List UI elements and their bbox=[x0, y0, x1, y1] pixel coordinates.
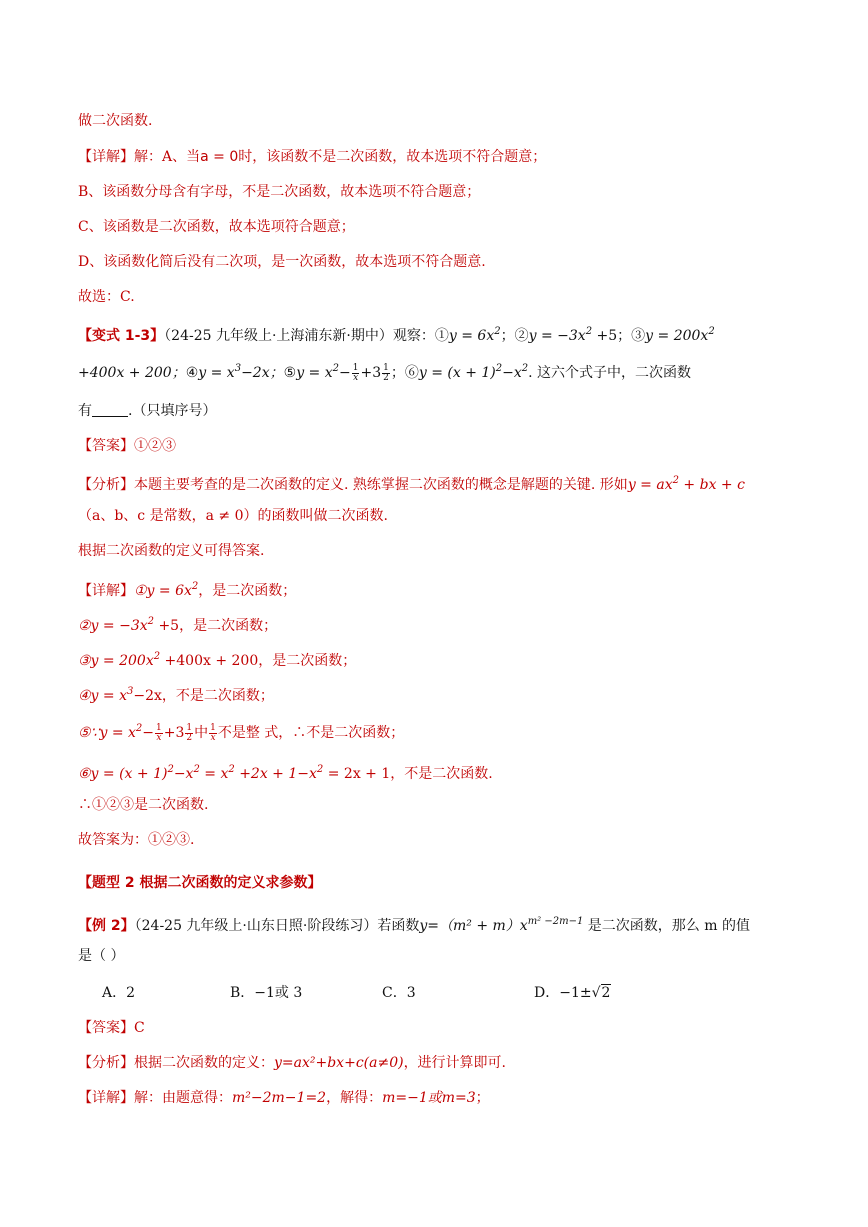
math-expression: y = 200x bbox=[645, 328, 709, 344]
detail-line bbox=[78, 647, 356, 671]
fraction: $\frac{1}{2}$ bbox=[186, 722, 193, 743]
variant-tag: 【变式 1-3】 bbox=[78, 328, 165, 344]
math-expression: a = 0 bbox=[200, 149, 239, 165]
option-b[interactable]: B．−1或 3 bbox=[230, 985, 303, 1001]
text-line bbox=[78, 217, 355, 237]
superscript: 2 bbox=[193, 764, 200, 775]
math-expression: y = x bbox=[296, 365, 333, 381]
text-line bbox=[78, 182, 480, 202]
text-fragment: C、该函数是二次函数，故本选项符合题意； bbox=[78, 219, 355, 235]
answer-value: C bbox=[134, 1020, 145, 1036]
item-label: ⑤ bbox=[283, 365, 297, 381]
text-fragment: 根据二次函数的定义可得答案. bbox=[78, 543, 265, 559]
text-fragment: − bbox=[339, 365, 351, 381]
text-fragment: − bbox=[142, 725, 155, 741]
math-expression: y = ax bbox=[627, 477, 673, 493]
math-expression: + bx + c bbox=[678, 477, 745, 493]
text-fragment: 解：由题意得： bbox=[134, 1090, 232, 1106]
math-expression: m=−1或m=3 bbox=[382, 1090, 476, 1106]
math-expression: y= bbox=[419, 918, 439, 934]
text-fragment: +400x + 200，是二次函数； bbox=[160, 653, 357, 669]
text-fragment: （a、b、c 是常数，a ≠ 0）的函数叫做二次函数. bbox=[78, 508, 388, 524]
math-expression: m²−2m−1=2 bbox=[232, 1090, 327, 1106]
superscript: 2 bbox=[316, 764, 324, 775]
analysis-line bbox=[78, 1053, 506, 1073]
superscript: 3 bbox=[127, 686, 134, 697]
analysis-tag: 【分析】 bbox=[78, 477, 134, 493]
math-expression: −x bbox=[173, 766, 194, 782]
option-a[interactable]: A．2 bbox=[102, 985, 136, 1001]
analysis-line bbox=[78, 471, 745, 495]
variant-line bbox=[78, 401, 216, 421]
text-line bbox=[78, 506, 388, 526]
superscript: m² −2m−1 bbox=[527, 916, 584, 927]
math-expression: y = x bbox=[198, 365, 235, 381]
variant-line: +400x + 200；④y = $x^3-2x$；⑤y = $x^2-$ $\frac{1}{x}$ +3 $\frac{1}{2}$ ；⑥y = $(x + 1)^2-x^2$. 这六个式子中，二次函数 bbox=[78, 362, 692, 383]
math-expression: +400x + 200； bbox=[78, 365, 186, 381]
superscript: 2 bbox=[521, 363, 529, 374]
answer-blank[interactable] bbox=[92, 402, 128, 417]
text-line bbox=[78, 287, 135, 307]
superscript: 2 bbox=[228, 764, 235, 775]
text-line bbox=[78, 252, 486, 272]
text-fragment: 不是整 式，∴不是二次函数； bbox=[217, 725, 405, 741]
text-fragment: ，进行计算即可. bbox=[403, 1055, 507, 1071]
superscript: 2 bbox=[191, 581, 199, 592]
superscript: 2 bbox=[153, 651, 161, 662]
text-fragment: 故选：C. bbox=[78, 289, 135, 305]
fraction: $\frac{1}{x}$ bbox=[156, 722, 162, 743]
text-fragment: D、该函数化简后没有二次项，是一次函数，故本选项不符合题意. bbox=[78, 254, 486, 270]
text-fragment: . 这六个式子中，二次函数 bbox=[528, 365, 692, 381]
detail-tag: 【详解】 bbox=[78, 1090, 134, 1106]
superscript: 2 bbox=[135, 723, 143, 734]
text-fragment: ，是二次函数； bbox=[198, 583, 297, 599]
detail-line bbox=[78, 760, 493, 784]
superscript: 2 bbox=[332, 363, 339, 374]
math-expression: y = 6x bbox=[448, 328, 495, 344]
text-fragment: +5，是二次函数； bbox=[154, 618, 278, 634]
fraction: $\frac{1}{x}$ bbox=[352, 362, 359, 383]
math-expression: ④y = x bbox=[78, 688, 127, 704]
analysis-tag: 【分析】 bbox=[78, 1055, 134, 1071]
detail-tag: 【详解】 bbox=[78, 149, 134, 165]
example-line bbox=[78, 912, 750, 936]
math-expression: = x bbox=[199, 766, 229, 782]
answer-tag: 【答案】 bbox=[78, 438, 134, 454]
answer-value: ①②③ bbox=[134, 438, 176, 454]
section-heading bbox=[78, 873, 322, 893]
detail-line bbox=[78, 830, 194, 850]
text-line bbox=[78, 111, 152, 131]
math-expression: ①y = 6x bbox=[134, 583, 192, 599]
answer-line bbox=[78, 1018, 145, 1038]
fraction: $\frac{1}{x}$ bbox=[210, 722, 216, 743]
text-fragment: ； bbox=[475, 1090, 490, 1106]
superscript: 2 bbox=[495, 363, 503, 374]
detail-line bbox=[78, 612, 277, 636]
item-label: ② bbox=[514, 328, 529, 344]
math-expression: x bbox=[519, 918, 528, 934]
text-line bbox=[78, 541, 264, 561]
text-fragment: −2x，不是二次函数； bbox=[133, 688, 274, 704]
text-fragment: 根据二次函数的定义： bbox=[134, 1055, 274, 1071]
math-expression: +2x + 1−x bbox=[234, 766, 317, 782]
superscript: 2 bbox=[147, 616, 154, 627]
math-expression: −2x； bbox=[241, 365, 284, 381]
sqrt-radicand: 2 bbox=[601, 985, 611, 1001]
superscript: 3 bbox=[234, 363, 242, 374]
text-fragment: ，解得： bbox=[326, 1090, 383, 1106]
text-fragment: = 2x + 1，不是二次函数. bbox=[323, 766, 493, 782]
text-fragment: +5； bbox=[592, 328, 632, 344]
sqrt-symbol: √ bbox=[591, 985, 601, 1001]
math-expression: ⑤∵y = x bbox=[78, 725, 136, 741]
text-fragment: 是（ ） bbox=[78, 948, 125, 964]
detail-line bbox=[78, 577, 296, 601]
math-expression: ②y = −3x bbox=[78, 618, 148, 634]
item-label: ③ bbox=[631, 328, 646, 344]
option-d-label: D．−1± bbox=[534, 985, 592, 1001]
text-fragment: （24-25 九年级上·山东日照·阶段练习）若函数 bbox=[134, 918, 420, 934]
detail-line bbox=[78, 147, 546, 167]
math-expression: −x bbox=[502, 365, 522, 381]
option-d[interactable] bbox=[534, 983, 611, 1003]
math-expression: y = (x + 1) bbox=[418, 365, 496, 381]
text-fragment: ∴①②③是二次函数. bbox=[78, 797, 209, 813]
math-expression: ⑥y = (x + 1) bbox=[78, 766, 168, 782]
example-line bbox=[78, 946, 124, 966]
item-label: ① bbox=[434, 328, 449, 344]
text-fragment: 做二次函数. bbox=[78, 113, 153, 129]
section-title: 【题型 2 根据二次函数的定义求参数】 bbox=[78, 875, 322, 891]
text-fragment: 本题主要考查的是二次函数的定义. 熟练掌握二次函数的概念是解题的关键. 形如 bbox=[134, 477, 628, 493]
detail-tag: 【详解】 bbox=[78, 583, 134, 599]
variant-line: 【变式 1-3】（24-25 九年级上·上海浦东新·期中）观察：①y = $6x^2$；②y = $-3x^2 +5$；③y = $200x^2$ bbox=[78, 326, 715, 344]
item-label: ⑥ bbox=[404, 365, 419, 381]
text-fragment: 时，该函数不是二次函数，故本选项不符合题意； bbox=[238, 149, 547, 165]
superscript: 2 bbox=[708, 326, 715, 337]
detail-line bbox=[78, 1088, 490, 1108]
fraction: $\frac{1}{2}$ bbox=[383, 362, 389, 383]
superscript: 2 bbox=[494, 326, 501, 337]
text-fragment: B、该函数分母含有字母，不是二次函数，故本选项不符合题意； bbox=[78, 184, 481, 200]
example-tag: 【例 2】 bbox=[78, 918, 135, 934]
text-fragment: 解：A、当 bbox=[134, 149, 201, 165]
text-fragment: +3 bbox=[163, 725, 185, 741]
math-expression: y = −3x bbox=[528, 328, 586, 344]
text-fragment: 有 bbox=[78, 403, 92, 419]
variant-source: （24-25 九年级上·上海浦东新·期中）观察： bbox=[164, 328, 435, 344]
superscript: 2 bbox=[672, 475, 679, 486]
detail-line bbox=[78, 719, 404, 743]
text-fragment: +3 bbox=[360, 365, 382, 381]
detail-line bbox=[78, 682, 274, 706]
superscript: 2 bbox=[585, 326, 593, 337]
item-label: ④ bbox=[185, 365, 199, 381]
detail-line bbox=[78, 795, 208, 815]
text-fragment: 中 bbox=[194, 725, 209, 741]
text-fragment: 故答案为：①②③. bbox=[78, 832, 195, 848]
answer-line bbox=[78, 436, 176, 456]
math-expression: ③y = 200x bbox=[78, 653, 154, 669]
superscript: 2 bbox=[167, 764, 174, 775]
option-c[interactable]: C．3 bbox=[382, 985, 416, 1001]
text-fragment: .（只填序号） bbox=[128, 403, 217, 419]
math-expression: （m² + m） bbox=[438, 918, 520, 934]
answer-tag: 【答案】 bbox=[78, 1020, 134, 1036]
math-expression: y=ax²+bx+c(a≠0) bbox=[274, 1055, 404, 1071]
text-fragment: 是二次函数，那么 m 的值 bbox=[583, 918, 750, 934]
